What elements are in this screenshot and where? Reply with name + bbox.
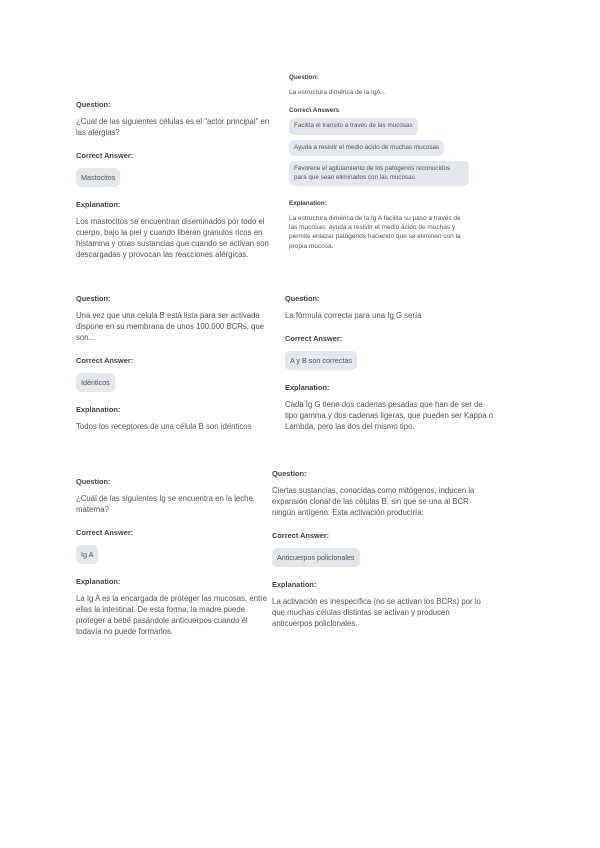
- explanation-label: Explanation:: [272, 580, 317, 590]
- answer-pill: Ig A: [76, 545, 98, 564]
- correct-answer-label: Correct Answer:: [285, 333, 343, 343]
- explanation-label: Explanation:: [289, 200, 327, 208]
- question-text: ¿Cuál de las siguientes Ig se encuentra en la leche materna?: [76, 493, 253, 514]
- explanation-text: Todos los receptores de una célula B son idénticos: [76, 422, 252, 431]
- answer-pill: A y B son correctas: [285, 351, 357, 370]
- correct-answer-label: Correct Answer:: [272, 531, 330, 541]
- correct-answer-label: Correct Answer:: [76, 151, 134, 160]
- question-label: Question:: [76, 477, 111, 486]
- answer-pill: Facilita el transito a través de las mucosas: [289, 118, 418, 135]
- question-card-5: [76, 478, 268, 637]
- explanation-text: La Ig A es la encargada de proteger las mucosas, entre ellas la intestinal. De esta forma, la madre puede proteger a bebé pasándole anticuerpos cuando él todavía no puede formarlos.: [76, 594, 268, 637]
- question-label: Question:: [289, 74, 319, 81]
- question-text: La fórmula correcta para una Ig G sería: [285, 310, 422, 320]
- answer-pill: Ayuda a resistir el medio ácido de muchas mucosas: [289, 140, 444, 157]
- explanation-label: Explanation:: [76, 200, 121, 210]
- question-text: Una vez que una celula B está lista para ser activada dispone en su membrana de unos 100.000 BCRs, que son...: [76, 310, 265, 342]
- answer-pill: Favorece el aglutamiento de los patógenos reconocidos para que sean eliminados con las mucosas: [289, 161, 469, 186]
- question-card-1: [76, 101, 278, 260]
- explanation-text: La activación es inespecífica (no se activan los BCRs) por lo que muchas células distintas se activan y producen anticuerpos policlonales.: [272, 597, 481, 629]
- question-label: Question:: [272, 469, 307, 478]
- explanation-text: Los mastocitos se encuentran diseminados por todo el cuerpo, bajo la piel y cuando liberan granulos ricos en histamina y otras sustancias que cuando se activan son descargadas y provocan las reacciones alérgicas.: [76, 217, 269, 260]
- answer-pill: Anticuerpos policlonales: [272, 548, 360, 567]
- question-label: Question:: [76, 100, 111, 109]
- explanation-label: Explanation:: [285, 383, 330, 393]
- question-card-2: [289, 74, 469, 251]
- explanation-label: Explanation:: [76, 405, 121, 415]
- correct-answers-label: Correct Answers: [289, 106, 340, 114]
- question-text: Ciertas sustancias, conocidas como mitógenos, inducen la expansión clonal de las células B, sin que se una al BCR ningún antígeno. Esta activación produciría:: [272, 485, 475, 517]
- question-text: ¿Cual de las siguientes células es el "actor principal" en las alergias?: [76, 116, 270, 137]
- answer-pill: Mastocitos: [76, 168, 120, 187]
- explanation-text: Cada Ig G tiene dos cadenas pesadas que han de ser de tipo gamma y dos cadenas ligeras, que pueden ser Kappa o Lambda, pero las dos del mismo tipo.: [285, 400, 494, 432]
- correct-answer-label: Correct Answer:: [76, 528, 134, 537]
- explanation-label: Explanation:: [76, 577, 121, 587]
- answer-pill: Idénticos: [76, 373, 115, 392]
- question-label: Question:: [76, 294, 111, 303]
- question-text: La estructura dimérica de la IgA...: [289, 88, 387, 96]
- explanation-text: La estructura dimérica de la Ig A facilita su paso a través de las mucosas, ayuda a resistir el medio ácido de muchas y permite enlazar patógenos haciendo que se eliminen con la propia mucosa.: [289, 214, 461, 250]
- question-card-3: [76, 295, 284, 430]
- question-label: Question:: [285, 294, 320, 303]
- correct-answer-label: Correct Answer:: [76, 356, 134, 366]
- question-card-4: [285, 295, 497, 432]
- question-card-6: [272, 470, 484, 629]
